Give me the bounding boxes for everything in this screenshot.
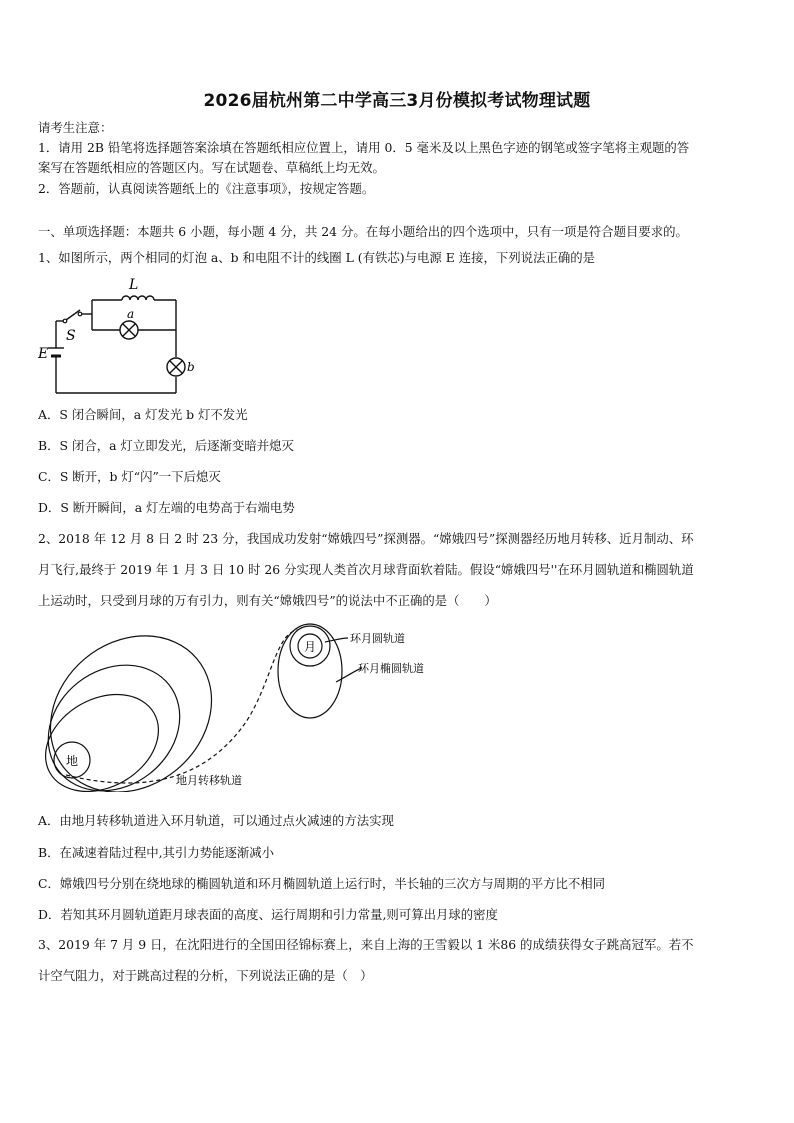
question-2-line-1: 2、2018 年 12 月 8 日 2 时 23 分，我国成功发射“嫦娥四号”探测器。“嫦娥四号”探测器经历地月转移、近月制动、环 bbox=[38, 531, 694, 546]
question-2-line-2: 月飞行,最终于 2019 年 1 月 3 日 10 时 26 分实现人类首次月球背面软着陆。假设“嫦娥四号''在环月圆轨道和椭圆轨道 bbox=[38, 562, 694, 577]
question-2-option-d: D．若知其环月圆轨道距月球表面的高度、运行周期和引力常量,则可算出月球的密度 bbox=[38, 907, 498, 922]
notice-item-2: 2．答题前，认真阅读答题纸上的《注意事项》，按规定答题。 bbox=[38, 181, 375, 196]
label-S: S bbox=[66, 328, 76, 344]
question-1-option-c: C．S 断开，b 灯“闪”一下后熄灭 bbox=[38, 469, 221, 484]
question-3-line-1: 3、2019 年 7 月 9 日，在沈阳进行的全国田径锦标赛上，来自上海的王雪毅以 1 米86 的成绩获得女子跳高冠军。若不 bbox=[38, 937, 694, 952]
notice-item-1-line-1: 1．请用 2B 铅笔将选择题答案涂填在答题纸相应位置上，请用 0．5 毫米及以上黑色字迹的钢笔或签字笔将主观题的答 bbox=[38, 140, 690, 155]
question-2-option-a: A．由地月转移轨道进入环月轨道，可以通过点火减速的方法实现 bbox=[38, 813, 394, 828]
transfer-orbit-label: 地月转移轨道 bbox=[176, 774, 242, 787]
earth-label: 地 bbox=[66, 754, 79, 768]
notice-heading: 请考生注意： bbox=[38, 120, 113, 135]
label-L: L bbox=[129, 277, 139, 293]
circuit-diagram bbox=[36, 276, 196, 398]
question-2-option-c: C．嫦娥四号分别在绕地球的椭圆轨道和环月椭圆轨道上运行时，半长轴的三次方与周期的平方比不相同 bbox=[38, 876, 606, 891]
ellipse-orbit-label: 环月椭圆轨道 bbox=[358, 662, 424, 675]
question-2-option-b: B．在减速着陆过程中,其引力势能逐渐减小 bbox=[38, 845, 275, 860]
question-1-option-a: A．S 闭合瞬间，a 灯发光 b 灯不发光 bbox=[38, 407, 248, 422]
question-1-option-b: B．S 闭合，a 灯立即发光，后逐渐变暗并熄灭 bbox=[38, 438, 294, 453]
question-1-stem: 1、如图所示，两个相同的灯泡 a、b 和电阻不计的线圈 L (有铁芯)与电源 E 连接，下列说法正确的是 bbox=[38, 250, 596, 265]
notice-item-1-line-2: 案写在答题纸相应的答题区内。写在试题卷、草稿纸上均无效。 bbox=[38, 160, 385, 175]
circle-orbit-label: 环月圆轨道 bbox=[350, 632, 405, 645]
section-heading: 一、单项选择题：本题共 6 小题，每小题 4 分，共 24 分。在每小题给出的四个选项中，只有一项是符合题目要求的。 bbox=[38, 224, 688, 239]
label-b: b bbox=[187, 360, 195, 374]
orbit-diagram bbox=[36, 622, 456, 792]
label-a: a bbox=[127, 307, 135, 321]
question-1-option-d: D．S 断开瞬间，a 灯左端的电势高于右端电势 bbox=[38, 500, 295, 515]
question-3-line-2: 计空气阻力，对于跳高过程的分析，下列说法正确的是（ ） bbox=[38, 968, 373, 983]
question-2-line-3: 上运动时，只受到月球的万有引力，则有关“嫦娥四号”的说法中不正确的是（ ） bbox=[38, 593, 497, 608]
page-title: 2026届杭州第二中学高三3月份模拟考试物理试题 bbox=[203, 91, 591, 111]
label-E: E bbox=[38, 346, 49, 362]
moon-label: 月 bbox=[304, 640, 317, 654]
